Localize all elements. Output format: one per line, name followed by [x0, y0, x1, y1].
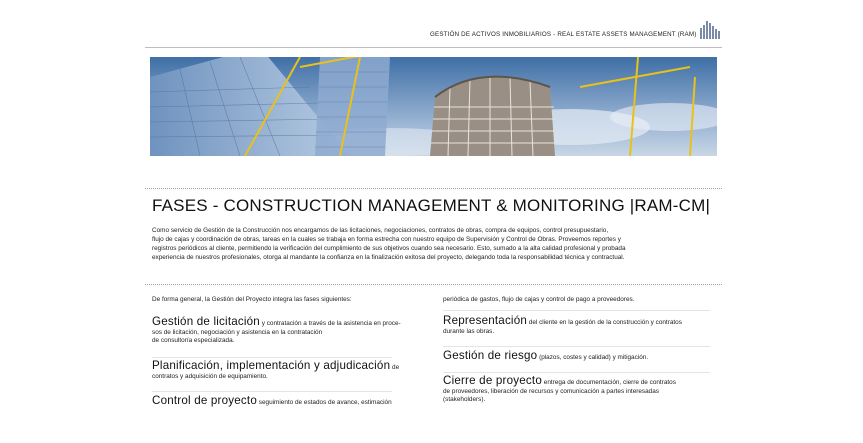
page-title: FASES - CONSTRUCTION MANAGEMENT & MONITORING |RAM-CM|: [152, 196, 711, 215]
phase-desc: de: [392, 364, 400, 371]
phase-desc: sos de licitación, negociación y asistencia en la contratación: [152, 328, 323, 336]
phase-desc: durante las obras.: [443, 327, 495, 335]
phase-item: [443, 314, 718, 336]
intro-line: experiencia de nuestros profesionales, otorga al mandante la confianza en la finalización exitosa del proyecto, delegando toda la responsabilidad técnica y contractual.: [152, 253, 625, 261]
phase-continuation-text: periódica de gastos, flujo de cajas y control de pago a proveedores.: [443, 296, 635, 303]
section-mid-divider: [145, 284, 722, 285]
phase-separator: [443, 346, 710, 347]
phase-name: Gestión de licitación: [152, 315, 260, 328]
intro-line: Como servicio de Gestión de la Construcción nos encargamos de las licitaciones, negociaciones, contratos de obras, compra de equipos, control presupuestario,: [152, 227, 609, 234]
phase-item: [152, 315, 430, 346]
phase-desc: de proveedores, liberación de recursos y comunicación a partes interesadas: [443, 387, 659, 395]
site-header-title: GESTIÓN DE ACTIVOS INMOBILIARIOS - REAL ESTATE ASSETS MANAGEMENT (RAM): [430, 31, 697, 38]
phase-name: Planificación, implementación y adjudicación: [152, 359, 391, 372]
phase-name: Control de proyecto: [152, 394, 257, 407]
section-top-divider: [145, 188, 722, 189]
phase-desc: seguimiento de estados de avance, estimación: [258, 399, 392, 406]
phase-name: Gestión de riesgo: [443, 349, 538, 362]
phase-separator: [152, 357, 392, 358]
intro-paragraph: [152, 227, 718, 263]
phase-separator: [443, 310, 710, 311]
phase-desc: de consultoría especializada.: [152, 337, 235, 345]
phase-name: Cierre de proyecto: [443, 374, 542, 387]
phase-desc: del cliente en la gestión de la construcción y contratos: [528, 319, 682, 326]
phases-lead-text: De forma general, la Gestión del Proyecto integra las fases siguientes:: [152, 296, 352, 303]
phase-desc: contratos y adquisición de equipamiento.: [152, 372, 268, 380]
intro-line: flujo de cajas y coordinación de obras, tareas en la cuales se trabaja en forma estrecha con nuestro equipo de Supervisión y Control de Obras. Proveemos reportes y: [152, 235, 621, 243]
phase-item: [152, 394, 442, 408]
phase-desc: (stakeholders).: [443, 396, 486, 404]
phase-item: [443, 349, 718, 363]
phase-name: Representación: [443, 314, 528, 327]
intro-line: registros periódicos al cliente, permitiendo la verificación del cumplimiento de sus objetivos cuando sea necesario. Esto, sumado a la alta calidad profesional y probada: [152, 244, 626, 252]
phase-separator: [443, 372, 710, 373]
phase-desc: entrega de documentación, cierre de contratos: [543, 379, 676, 386]
company-logo-icon[interactable]: [700, 21, 722, 39]
phase-separator: [152, 391, 392, 392]
header-divider: [145, 47, 722, 48]
phase-item: [443, 374, 718, 405]
phase-desc: y contratación a través de la asistencia en proce-: [261, 320, 401, 327]
phase-item: [152, 359, 430, 381]
phase-desc: (plazos, costes y calidad) y mitigación.: [539, 354, 649, 361]
hero-construction-image: [150, 57, 717, 156]
